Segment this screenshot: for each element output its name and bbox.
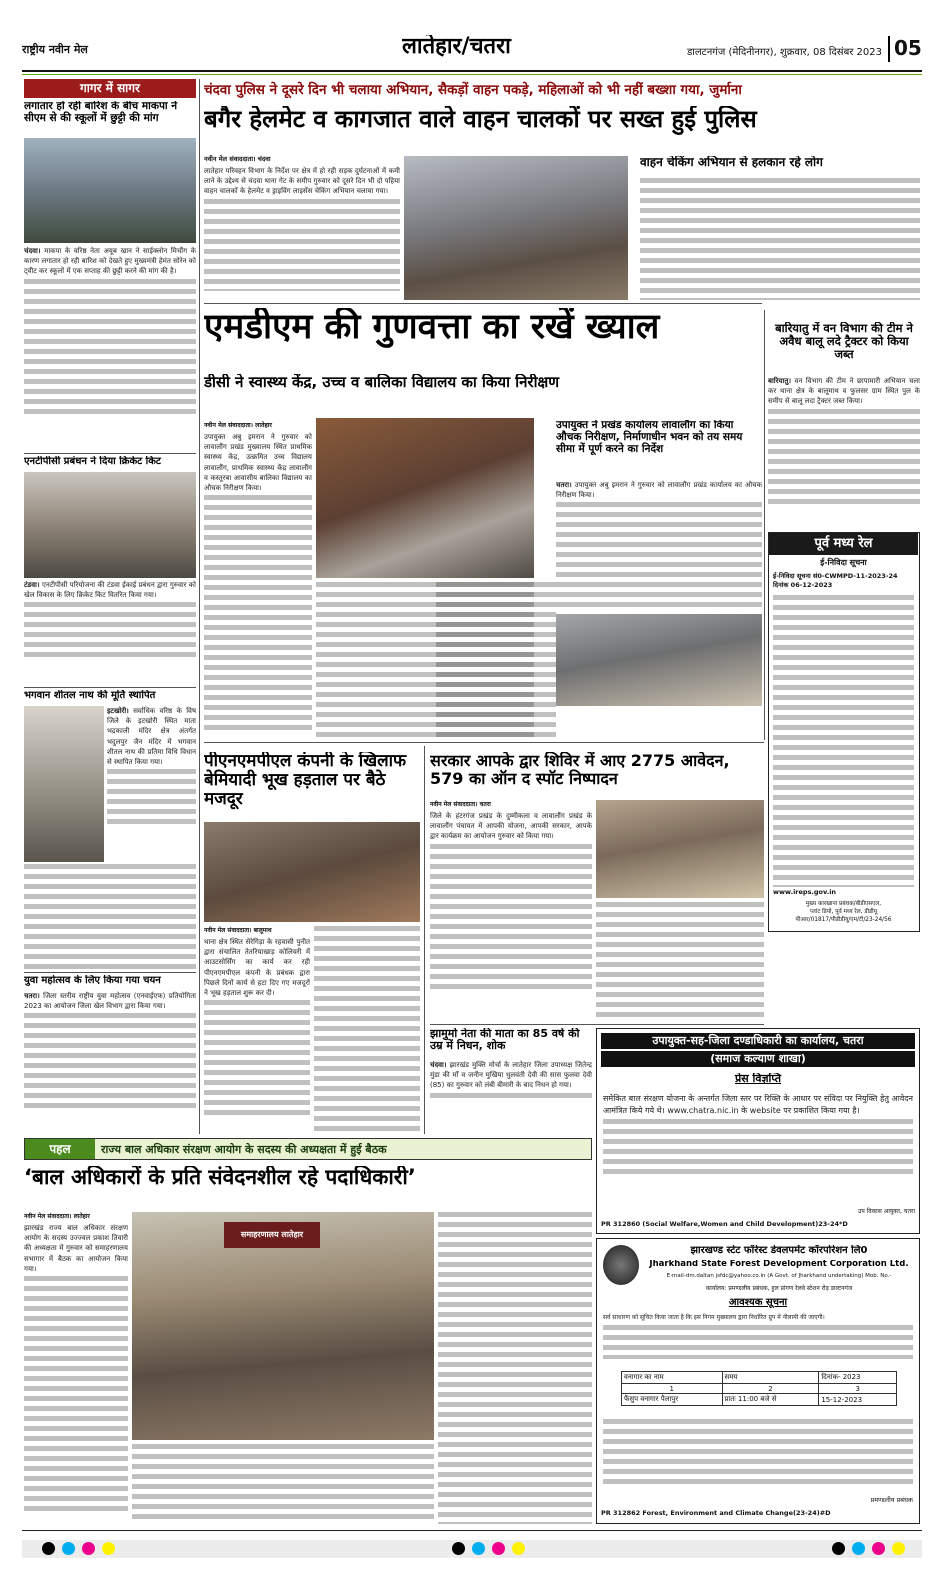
meeting-banner: समाहरणालय लातेहार	[224, 1222, 320, 1248]
vehicle-checking-photo	[404, 156, 628, 300]
lead-body-continued	[640, 178, 920, 300]
pahal-tag: पहल	[25, 1139, 95, 1159]
story-body: टंडवा। एनटीपीसी परियोजना की टंडवा ईकाई प्रबंधन द्वारा गुरुवार को खेल विकास के लिए क्रिकेट किट वितरित किया गया।	[24, 580, 196, 685]
forest-pr: PR 312862 Forest, Environment and Climate Change(23-24)#D	[601, 1509, 831, 1517]
pnmpl-byline: नवीन मेल संवाददाता। बालूमाथ	[204, 927, 272, 934]
rain-students-photo	[24, 138, 196, 243]
camp-photo	[596, 800, 764, 898]
lead-subhead: वाहन चेकिंग अभियान से हलकान रहे लोग	[640, 156, 823, 169]
forest-body-continued	[603, 1419, 913, 1489]
table-cell: 1	[622, 1384, 723, 1394]
story-body: इटखोरी। सर्वाधिक वरिष्ठ के विष जिले के इटखोरी स्थित माता भद्रकाली मंदिर क्षेत्र अंतर्गत भदुलपुर जैन मंदिर में भगवान शीतल नाथ की प्रतिमा विधि विधान से स्थापित किया गया।	[107, 706, 196, 862]
sarkar-body: जिले के हंटरगंज प्रखंड के दुम्मीकला व लावालौंग प्रखंड के लावालौंग पंचायत में आपकी योजना, आपकी सरकार, आपके द्वार कार्यक्रम का आयोजन गुरुवार को किया गया।	[430, 811, 592, 1021]
press-release-title: प्रेस विज्ञप्ति	[734, 1073, 782, 1085]
section-title: लातेहार/चतरा	[402, 35, 511, 59]
masthead	[22, 30, 922, 68]
jain-idol-photo	[24, 706, 104, 862]
sarkar-headline: सरकार आपके द्वार शिविर में आए 2775 आवेदन, 579 का ऑन द स्पॉट निष्पादन	[430, 752, 730, 788]
story-headline: भगवान शीतल नाथ की मूर्ति स्थापित	[24, 690, 156, 701]
railway-body	[773, 595, 914, 887]
table-cell: 2	[722, 1384, 819, 1394]
table-header: दिनांक- 2023	[819, 1372, 897, 1384]
forest-title-hindi: झारखण्ड स्टेट फॉरेस्ट डेवलपमेंट कॉरपोरेशन लि0	[690, 1245, 868, 1256]
mdm-box-body-continued	[436, 582, 556, 738]
cricket-kit-photo	[24, 472, 196, 578]
bal-body-continued	[438, 1212, 592, 1524]
table-cell: प्रातः 11:00 बजे से	[722, 1394, 819, 1406]
forest-office: कार्यालय: प्रमण्डलीय प्रबंधक, हुल प्रांगण रेलवे स्टेशन रोड़ डाल्टनगंज	[705, 1285, 853, 1292]
mdm-headline: एमडीएम की गुणवत्ता का रखें ख्याल	[204, 308, 660, 347]
bal-headline: ‘बाल अधिकारों के प्रति संवेदनशील रहे पदाधिकारी’	[24, 1166, 416, 1189]
samaj-ad-pr: PR 312860 (Social Welfare,Women and Child Development)23-24*D	[601, 1220, 848, 1228]
samaj-kalyan-ad	[596, 1028, 920, 1234]
bal-kicker-bar	[24, 1138, 592, 1160]
lead-kicker: चंदवा पुलिस ने दूसरे दिन भी चलाया अभियान, सैकड़ों वाहन पकड़े, महिलाओं को भी नहीं बख्शा गया, जुर्माना	[204, 82, 742, 98]
masthead-logo: राष्ट्रीय नवीन मेल	[22, 43, 88, 56]
mdm-body: उपायुक्त अबु इमरान ने गुरुवार को लावालौंग प्रखंड मुख्यालय स्थित प्राथमिक स्वास्थ्य केंद्र, उत्क्रमित उच्च विद्यालय लावालौंग, प्राथमिक स्वास्थ्य केंद्र लावालौंग व कस्तूरबा आवासीय बालिका विद्यालय का औचक निरीक्षण किया।	[204, 432, 312, 738]
pnmpl-body: थाना क्षेत्र स्थित सेरेगिड़ा के रहवासी पुनीत द्वारा संचालित तेतरियाखाड़ कोलियरी में आउटसोर्सिंग का कार्य कर रही पीएनएमपीएल कंपनी के प्रबंधक द्वारा पिछले दिनों कार्य से हटा दिए गए मजदूरों ने भूख हड़ताल शुरू कर दी।	[204, 937, 310, 1133]
forest-email: E-mail-dm.daltan jsfdc@yahoo.co.in (A Govt. of Jharkhand undertaking) Mob. No.-	[666, 1273, 892, 1279]
mdm-box-headline: उपायुक्त ने प्रखंड कार्यालय लावालौंग का किया औचक निरीक्षण, निर्माणाधीन भवन को तय समय सीमा में पूर्ण करने का निर्देश	[556, 420, 743, 455]
page-number: 05	[888, 36, 922, 62]
lead-body: लातेहार परिवहन विभाग के निर्देश पर क्षेत्र में हो रही सड़क दुर्घटनाओं में कमी लाने के उद्देश्य से चंदवा थाना गेट के समीप गुरुवार को दूसरे दिन भी दो पहिया वाहन चालकों के हेलमेट व ड्राइविंग लाइसेंस चेकिंग अभियान चलाया गया।	[204, 166, 400, 300]
mdm-byline: नवीन मेल संवाददाता। लातेहार	[204, 422, 272, 429]
railway-footer: मुख्य कारखाना प्रबंधक/बीडीएसएल, प्लांट डिपो, पूर्व मध्य रेल, डीडीयू पीआर/01817/पीडीडीयू/एम/टी/23-24/56	[795, 901, 892, 923]
forest-body: सर्व साधारण को सूचित किया जाता है कि इस निगम मुख्यालय द्वारा निर्धारित ग्रुप में नीलामी की जाएगी।	[603, 1313, 913, 1369]
story-headline: युवा महोत्सव के लिए किया गया चयन	[24, 975, 161, 986]
pnmpl-body-continued	[314, 926, 420, 1133]
story-body-continued	[24, 864, 196, 970]
table-cell: 3	[819, 1384, 897, 1394]
sarkar-byline: नवीन मेल संवाददाता। चतरा	[430, 801, 491, 808]
auction-table	[621, 1371, 897, 1406]
forest-logo	[603, 1245, 639, 1285]
railway-subheader: ई-निविदा सूचना	[820, 558, 867, 567]
dateline: डालटनगंज (मेदिनीनगर), शुक्रवार, 08 दिसंबर 2023	[686, 47, 882, 58]
forest-notice-title: आवश्यक सूचना	[728, 1297, 788, 1308]
mdm-inspection-photo	[316, 418, 534, 578]
railway-website[interactable]: www.ireps.gov.in	[773, 888, 837, 896]
meeting-photo	[132, 1212, 434, 1440]
block-office-photo	[556, 614, 762, 706]
mdm-subheadline: डीसी ने स्वास्थ्य केंद्र, उच्च व बालिका विद्यालय का किया निरीक्षण	[204, 374, 560, 391]
registration-marks	[22, 1540, 922, 1558]
obituary-headline: झामुमो नेता की माता का 85 वर्ष की उम्र में निधन, शोक	[430, 1028, 580, 1053]
bal-byline: नवीन मेल संवाददाता। लातेहार	[24, 1213, 90, 1220]
table-cell: 15-12-2023	[819, 1394, 897, 1406]
forest-signature: प्रमण्डलीय प्रबंधक	[870, 1496, 913, 1504]
balu-headline: बारियातु में वन विभाग की टीम ने अवैध बालू लदे ट्रैक्टर को किया जब्त	[775, 322, 913, 361]
hunger-strike-photo	[204, 822, 420, 922]
bal-kicker: राज्य बाल अधिकार संरक्षण आयोग के सदस्य की अध्यक्षता में हुई बैठक	[101, 1143, 387, 1156]
balu-body: बारियातु। वन विभाग की टीम ने छापामारी अभियान चला कर थाना क्षेत्र के बालूमाथ व फुलसर ग्राम स्थित पुल के समीप से बालू लदा ट्रैक्टर जब्त किया।	[768, 376, 920, 526]
story-body: चतरा। जिला स्तरीय राष्ट्रीय युवा महोत्सव (एनवाईएफ) प्रतियोगिता 2023 का आयोजन जिला खेल विभाग द्वारा किया गया।	[24, 991, 196, 1131]
story-headline: एनटीपीसी प्रबंधन ने दिया क्रिकेट किट	[24, 456, 161, 467]
bal-body: झारखंड राज्य बाल अधिकार संरक्षण आयोग के सदस्य उज्ज्वल प्रकाश तिवारी की अध्यक्षता में गुरुवार को समाहरणालय सभागार में बैठक का आयोजन किया गया।	[24, 1223, 128, 1523]
mdm-box-body: चतरा। उपायुक्त अबु इमरान ने गुरुवार को लावालौंग प्रखंड कार्यालय का औचक निरीक्षण किया।	[556, 480, 762, 610]
sarkar-body-continued	[596, 902, 764, 1021]
railway-header: पूर्व मध्य रेल	[769, 533, 918, 555]
railway-notice-number: ई-निविदा सूचना सं0-CWMPD-11-2023-24 दिनांक 06-12-2023	[773, 572, 898, 589]
table-header: समय	[722, 1372, 819, 1384]
section-tag: गागर में सागर	[24, 79, 196, 98]
table-header: वनागार का नाम	[622, 1372, 723, 1384]
forest-title-english: Jharkhand State Forest Development Corporation Ltd.	[649, 1260, 909, 1269]
lead-byline: नवीन मेल संवाददाता। चंदवा	[204, 155, 271, 163]
samaj-ad-title: उपायुक्त-सह-जिला दण्डाधिकारी का कार्यालय, चतरा	[601, 1033, 915, 1049]
lead-headline: बगैर हेलमेट व कागजात वाले वाहन चालकों पर सख्त हुई पुलिस	[204, 106, 757, 133]
bal-body-continued	[132, 1444, 434, 1524]
samaj-ad-signature: उप विकास आयुक्त, चतरा	[858, 1208, 915, 1215]
table-cell: फैंसुप वनागार पैलापुर	[622, 1394, 723, 1406]
forest-corporation-ad	[596, 1238, 920, 1524]
samaj-ad-subtitle: (समाज कल्याण शाखा)	[601, 1051, 915, 1067]
pnmpl-headline: पीएनएमपीएल कंपनी के खिलाफ बेमियादी भूख हड़ताल पर बैठे मजदूर	[204, 752, 407, 810]
story-headline: लगातार हो रही बारिश के बीच माकपा ने सीएम से की स्कूलों में छुट्टी की मांग	[24, 101, 178, 124]
samaj-ad-body: समेकित बाल संरक्षण योजना के अन्तर्गत जिला स्तर पर रिक्ति के आधार पर संविदा पर नियुक्ति हेतु आवेदन आमंत्रित किये गये थे। www.chatra.nic.in के website पर प्रकाशित किया गया है।	[603, 1093, 913, 1203]
obituary-body: चंदवा। झारखंड मुक्ति मोर्चा के लातेहार जिला उपाध्यक्ष जितेन्द्र मुंडा की माँ व जनीन मुखिया धुलवंती देवी की सास फुलवा देवी (85) का गुरुवार को लंबी बीमारी के बाद निधन हो गया।	[430, 1060, 592, 1133]
railway-tender-ad	[768, 532, 920, 932]
story-body: चंदवा। माकपा के वरिष्ठ नेता अयूब खान ने साईक्लोन मिचौंग के कारण लगातार हो रही बारिश को देखते हुए मुख्यमंत्री हेमंत सोरेन को ट्वीट कर स्कूलों में एक सप्ताह की छुट्टी करने की मांग की है।	[24, 246, 196, 450]
